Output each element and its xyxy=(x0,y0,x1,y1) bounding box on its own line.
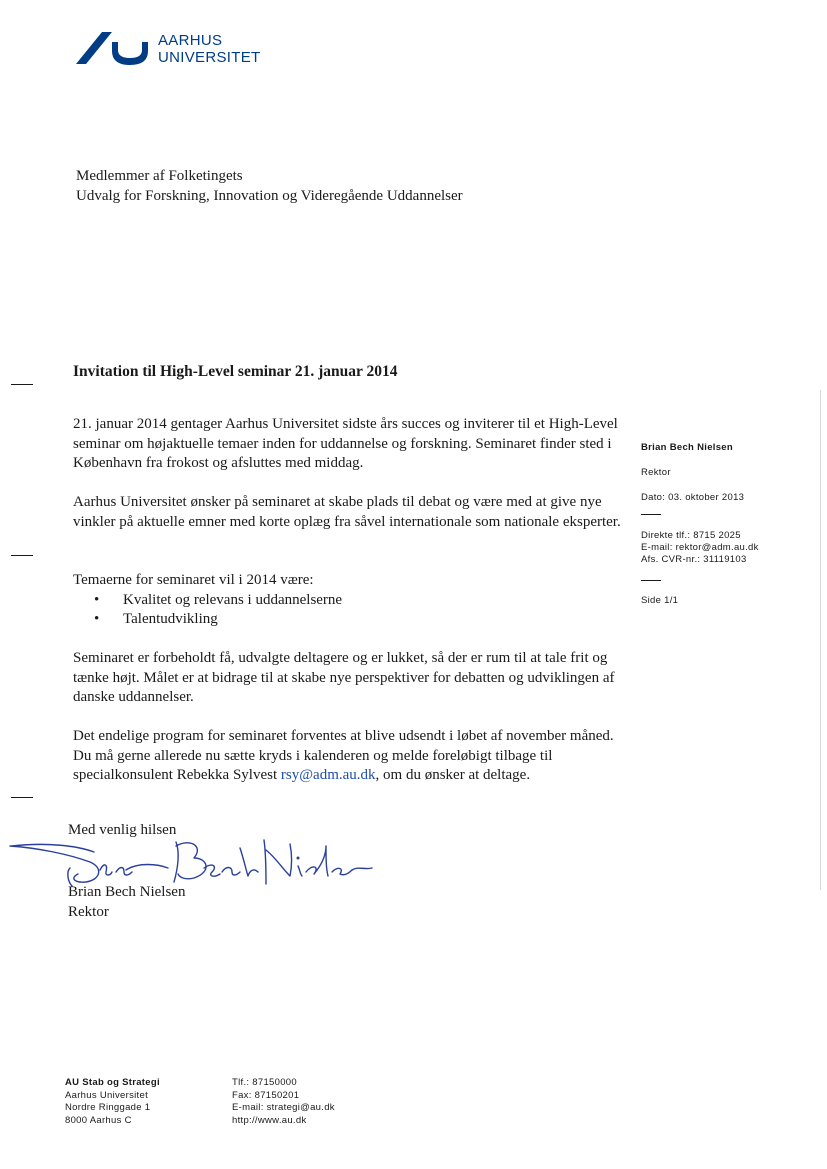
signer-block xyxy=(68,882,185,922)
recipient-line-1: Medlemmer af Folketingets xyxy=(76,168,243,184)
university-logo xyxy=(76,30,266,70)
signer-role: Rektor xyxy=(68,904,109,920)
list-item-text: Talentudvikling xyxy=(123,611,218,627)
bullet-icon: • xyxy=(94,591,100,608)
footer-phone: Tlf.: 87150000 xyxy=(232,1077,297,1088)
closing-greeting: Med venlig hilsen xyxy=(68,822,177,838)
page-number: Side 1/1 xyxy=(641,595,679,606)
list-item xyxy=(73,591,628,611)
footer-fax: Fax: 87150201 xyxy=(232,1089,300,1101)
footer-email: E-mail: strategi@au.dk xyxy=(232,1102,335,1113)
paragraph-3 xyxy=(73,571,628,630)
fold-mark xyxy=(11,384,33,385)
handwritten-signature xyxy=(8,832,373,888)
recipient-line-2: Udvalg for Forskning, Innovation og Videregående Uddannelser xyxy=(76,188,463,204)
sidebar-phone: Direkte tlf.: 8715 2025 xyxy=(641,530,741,541)
sidebar-name: Brian Bech Nielsen xyxy=(641,442,733,453)
paragraph-5 xyxy=(73,727,628,786)
bullet-icon: • xyxy=(94,611,100,627)
footer-address xyxy=(65,1077,160,1127)
paragraph-5-end: , om du ønsker at deltage. xyxy=(375,767,531,783)
sidebar-role: Rektor xyxy=(641,467,671,478)
signer-name: Brian Bech Nielsen xyxy=(68,884,186,900)
fold-mark xyxy=(11,555,33,556)
list-item xyxy=(73,610,628,630)
paragraph-2: Aarhus Universitet ønsker på seminaret at skabe plads til debat og være med at give nye vinkler på aktuelle emner med korte oplæg fra såvel internationale som nationale eksperter. xyxy=(73,494,621,530)
themes-intro: Temaerne for seminaret vil i 2014 være: xyxy=(73,572,314,588)
sidebar-divider xyxy=(641,514,661,515)
footer-department: AU Stab og Strategi xyxy=(65,1077,160,1088)
logo-line-1: AARHUS xyxy=(158,32,223,49)
paragraph-1: 21. januar 2014 gentager Aarhus Universitet sidste års succes og inviterer til et High-Level seminar om højaktuelle temaer inden for uddannelse og forskning. Seminaret finder sted i København fra frokost og afsluttes med middag. xyxy=(73,416,618,471)
paragraph-4: Seminaret er forbeholdt få, udvalgte deltagere og er lukket, så der er rum til at tale frit og tænke højt. Målet er at bidrage til at skabe nye perspektiver for debatten og udviklingen af danske uddannelser. xyxy=(73,650,615,705)
paragraph-5-text: Det endelige program for seminaret forventes at blive udsendt i løbet af november måned. Du må gerne allerede nu sætte kryds i kalenderen og melde foreløbigt tilbage til specialkonsulent Rebekka Sylvest xyxy=(73,728,614,783)
sidebar-cvr: Afs. CVR-nr.: 31119103 xyxy=(641,554,747,565)
fold-mark xyxy=(11,797,33,798)
footer-contact xyxy=(232,1077,335,1127)
letter-title: Invitation til High-Level seminar 21. januar 2014 xyxy=(73,363,398,380)
sidebar-email: E-mail: rektor@adm.au.dk xyxy=(641,542,759,553)
scan-edge xyxy=(820,390,821,890)
footer-website: http://www.au.dk xyxy=(232,1114,307,1126)
footer-organization: Aarhus Universitet xyxy=(65,1089,149,1101)
recipient-address xyxy=(76,166,463,206)
logo-wordmark xyxy=(158,32,260,66)
logo-line-2: UNIVERSITET xyxy=(158,49,261,66)
contact-email-link[interactable]: rsy@adm.au.dk xyxy=(280,767,376,783)
list-item-text: Kvalitet og relevans i uddannelserne xyxy=(123,591,343,608)
sidebar-date: Dato: 03. oktober 2013 xyxy=(641,492,745,503)
footer-city: 8000 Aarhus C xyxy=(65,1114,132,1126)
au-logo-mark-icon xyxy=(76,30,148,70)
sidebar-divider xyxy=(641,580,661,581)
themes-list xyxy=(73,591,628,630)
sidebar-contact xyxy=(641,530,759,566)
footer-street: Nordre Ringgade 1 xyxy=(65,1102,151,1113)
